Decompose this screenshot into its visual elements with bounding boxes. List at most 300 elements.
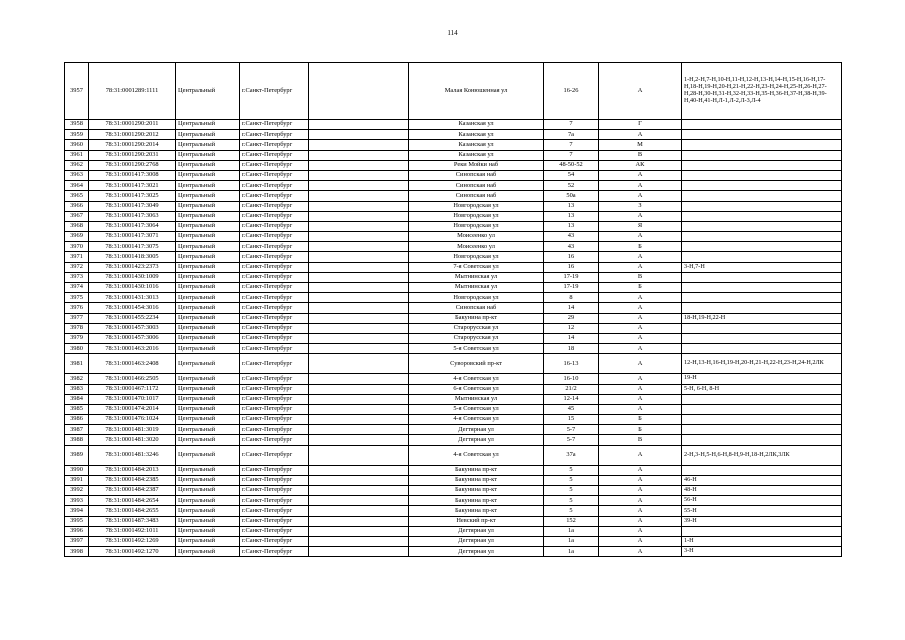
building-letter-cell: А [599, 354, 682, 374]
district-cell: Центральный [176, 130, 240, 140]
table-row [65, 313, 842, 323]
district-cell: Центральный [176, 496, 240, 506]
cadastral-number-cell: 78:31:0001476:1024 [89, 415, 176, 425]
cadastral-number-cell: 78:31:0001290:2012 [89, 130, 176, 140]
building-letter-cell: В [599, 435, 682, 445]
table-row [65, 252, 842, 262]
table-row [65, 201, 842, 211]
house-number-cell: 45 [544, 404, 599, 414]
premises-list-cell: 48-Н [682, 486, 842, 496]
table-row [65, 475, 842, 485]
row-number-cell: 3959 [65, 130, 89, 140]
street-cell: Дегтярная ул [409, 547, 544, 557]
building-letter-cell: А [599, 526, 682, 536]
city-cell: г.Санкт-Петербург [240, 242, 309, 252]
premises-list-cell [682, 160, 842, 170]
building-letter-cell: А [599, 516, 682, 526]
premises-list-cell [682, 252, 842, 262]
premises-list-cell [682, 130, 842, 140]
building-letter-cell: Я [599, 221, 682, 231]
empty-cell [309, 181, 409, 191]
city-cell: г.Санкт-Петербург [240, 130, 309, 140]
empty-cell [309, 394, 409, 404]
table-row [65, 242, 842, 252]
building-letter-cell: АК [599, 160, 682, 170]
empty-cell [309, 283, 409, 293]
table-row [65, 262, 842, 272]
district-cell: Центральный [176, 547, 240, 557]
cadastral-number-cell: 78:31:0001430:1016 [89, 283, 176, 293]
row-number-cell: 3962 [65, 160, 89, 170]
row-number-cell: 3997 [65, 536, 89, 546]
row-number-cell: 3964 [65, 181, 89, 191]
row-number-cell: 3992 [65, 486, 89, 496]
table-row [65, 293, 842, 303]
building-letter-cell: А [599, 374, 682, 384]
empty-cell [309, 333, 409, 343]
building-letter-cell: З [599, 201, 682, 211]
city-cell: г.Санкт-Петербург [240, 496, 309, 506]
city-cell: г.Санкт-Петербург [240, 435, 309, 445]
house-number-cell: 16 [544, 262, 599, 272]
empty-cell [309, 211, 409, 221]
empty-cell [309, 425, 409, 435]
district-cell: Центральный [176, 344, 240, 354]
house-number-cell: 16-13 [544, 354, 599, 374]
district-cell: Центральный [176, 445, 240, 465]
premises-list-cell [682, 415, 842, 425]
district-cell: Центральный [176, 232, 240, 242]
house-number-cell: 1а [544, 536, 599, 546]
street-cell: Мытнинская ул [409, 283, 544, 293]
cadastral-number-cell: 78:31:0001417:3063 [89, 211, 176, 221]
street-cell: 5-я Советская ул [409, 404, 544, 414]
street-cell: Новгородская ул [409, 221, 544, 231]
empty-cell [309, 496, 409, 506]
row-number-cell: 3977 [65, 313, 89, 323]
street-cell: Старорусская ул [409, 333, 544, 343]
row-number-cell: 3998 [65, 547, 89, 557]
empty-cell [309, 262, 409, 272]
empty-cell [309, 63, 409, 120]
city-cell: г.Санкт-Петербург [240, 526, 309, 536]
premises-list-cell: 1-Н,2-Н,7-Н,10-Н,11-Н,12-Н,13-Н,14-Н,15-Н,16-Н,17-Н,18-Н,19-Н,20-Н,21-Н,22-Н,23-Н,24-Н,25-Н,26-Н,27-Н,28-Н,30-Н,31-Н,32-Н,33-Н,35-Н,36-Н,37-Н,38-Н,39-Н,40-Н,41-Н,Л-1,Л-2,Л-3,Л-4 [682, 63, 842, 120]
street-cell: 4-я Советская ул [409, 415, 544, 425]
city-cell: г.Санкт-Петербург [240, 262, 309, 272]
house-number-cell: 29 [544, 313, 599, 323]
table-row [65, 283, 842, 293]
row-number-cell: 3966 [65, 201, 89, 211]
cadastral-number-cell: 78:31:0001417:3008 [89, 170, 176, 180]
row-number-cell: 3967 [65, 211, 89, 221]
house-number-cell: 37а [544, 445, 599, 465]
table-row [65, 211, 842, 221]
row-number-cell: 3957 [65, 63, 89, 120]
street-cell: Моисеенко ул [409, 242, 544, 252]
table-row [65, 404, 842, 414]
row-number-cell: 3961 [65, 150, 89, 160]
premises-list-cell: 5-Н, 6-Н, 8-Н [682, 384, 842, 394]
row-number-cell: 3970 [65, 242, 89, 252]
house-number-cell: 8 [544, 293, 599, 303]
street-cell: Синопская наб [409, 181, 544, 191]
premises-list-cell: 1-Н [682, 536, 842, 546]
premises-list-cell [682, 211, 842, 221]
district-cell: Центральный [176, 516, 240, 526]
empty-cell [309, 120, 409, 130]
house-number-cell: 5 [544, 465, 599, 475]
district-cell: Центральный [176, 293, 240, 303]
row-number-cell: 3976 [65, 303, 89, 313]
building-letter-cell: А [599, 475, 682, 485]
district-cell: Центральный [176, 303, 240, 313]
table-row [65, 506, 842, 516]
street-cell: Бакунина пр-кт [409, 313, 544, 323]
empty-cell [309, 384, 409, 394]
premises-list-cell [682, 394, 842, 404]
row-number-cell: 3960 [65, 140, 89, 150]
building-letter-cell: А [599, 252, 682, 262]
cadastral-number-cell: 78:31:0001466:2505 [89, 374, 176, 384]
district-cell: Центральный [176, 201, 240, 211]
city-cell: г.Санкт-Петербург [240, 445, 309, 465]
building-letter-cell: А [599, 323, 682, 333]
table-row [65, 547, 842, 557]
house-number-cell: 7 [544, 140, 599, 150]
street-cell: Моисеенко ул [409, 232, 544, 242]
cadastral-number-cell: 78:31:0001492:1011 [89, 526, 176, 536]
street-cell: Дегтярная ул [409, 425, 544, 435]
row-number-cell: 3980 [65, 344, 89, 354]
row-number-cell: 3979 [65, 333, 89, 343]
table-row [65, 181, 842, 191]
city-cell: г.Санкт-Петербург [240, 475, 309, 485]
table-row [65, 516, 842, 526]
row-number-cell: 3987 [65, 425, 89, 435]
city-cell: г.Санкт-Петербург [240, 150, 309, 160]
city-cell: г.Санкт-Петербург [240, 404, 309, 414]
cadastral-number-cell: 78:31:0001467:1172 [89, 384, 176, 394]
street-cell: Реки Мойки наб [409, 160, 544, 170]
premises-list-cell [682, 425, 842, 435]
city-cell: г.Санкт-Петербург [240, 181, 309, 191]
district-cell: Центральный [176, 140, 240, 150]
district-cell: Центральный [176, 170, 240, 180]
row-number-cell: 3974 [65, 283, 89, 293]
house-number-cell: 13 [544, 201, 599, 211]
row-number-cell: 3986 [65, 415, 89, 425]
street-cell: Новгородская ул [409, 201, 544, 211]
premises-list-cell [682, 465, 842, 475]
building-letter-cell: А [599, 465, 682, 475]
premises-list-cell [682, 191, 842, 201]
premises-list-cell: 19-Н [682, 374, 842, 384]
table-row [65, 465, 842, 475]
district-cell: Центральный [176, 120, 240, 130]
cadastral-number-cell: 78:31:0001423:2373 [89, 262, 176, 272]
premises-list-cell [682, 435, 842, 445]
city-cell: г.Санкт-Петербург [240, 486, 309, 496]
district-cell: Центральный [176, 272, 240, 282]
cadastral-number-cell: 78:31:0001463:2408 [89, 354, 176, 374]
building-letter-cell: А [599, 130, 682, 140]
cadastral-number-cell: 78:31:0001484:2013 [89, 465, 176, 475]
row-number-cell: 3990 [65, 465, 89, 475]
district-cell: Центральный [176, 394, 240, 404]
cadastral-number-cell: 78:31:0001290:2011 [89, 120, 176, 130]
empty-cell [309, 475, 409, 485]
building-letter-cell: А [599, 333, 682, 343]
house-number-cell: 12 [544, 323, 599, 333]
district-cell: Центральный [176, 242, 240, 252]
cadastral-number-cell: 78:31:0001484:2654 [89, 496, 176, 506]
table-row [65, 63, 842, 120]
house-number-cell: 1а [544, 547, 599, 557]
table-row [65, 435, 842, 445]
cadastral-number-cell: 78:31:0001290:2014 [89, 140, 176, 150]
district-cell: Центральный [176, 150, 240, 160]
district-cell: Центральный [176, 435, 240, 445]
table-row [65, 415, 842, 425]
district-cell: Центральный [176, 283, 240, 293]
house-number-cell: 5-7 [544, 425, 599, 435]
street-cell: Мытнинская ул [409, 394, 544, 404]
cadastral-number-cell: 78:31:0001484:2387 [89, 486, 176, 496]
street-cell: Бакунина пр-кт [409, 465, 544, 475]
cadastral-number-cell: 78:31:0001417:3075 [89, 242, 176, 252]
property-registry-table [64, 62, 842, 557]
street-cell: Казанская ул [409, 150, 544, 160]
premises-list-cell: 3-Н [682, 547, 842, 557]
premises-list-cell [682, 293, 842, 303]
empty-cell [309, 374, 409, 384]
street-cell: Казанская ул [409, 120, 544, 130]
premises-list-cell [682, 333, 842, 343]
house-number-cell: 48-50-52 [544, 160, 599, 170]
premises-list-cell: 46-Н [682, 475, 842, 485]
city-cell: г.Санкт-Петербург [240, 303, 309, 313]
cadastral-number-cell: 78:31:0001492:1270 [89, 547, 176, 557]
district-cell: Центральный [176, 181, 240, 191]
table-body [65, 63, 842, 557]
city-cell: г.Санкт-Петербург [240, 293, 309, 303]
cadastral-number-cell: 78:31:0001481:3019 [89, 425, 176, 435]
street-cell: Бакунина пр-кт [409, 506, 544, 516]
cadastral-number-cell: 78:31:0001417:3064 [89, 221, 176, 231]
cadastral-number-cell: 78:31:0001431:3013 [89, 293, 176, 303]
city-cell: г.Санкт-Петербург [240, 170, 309, 180]
district-cell: Центральный [176, 475, 240, 485]
building-letter-cell: А [599, 181, 682, 191]
city-cell: г.Санкт-Петербург [240, 272, 309, 282]
empty-cell [309, 445, 409, 465]
premises-list-cell [682, 283, 842, 293]
premises-list-cell: 56-Н [682, 496, 842, 506]
row-number-cell: 3971 [65, 252, 89, 262]
city-cell: г.Санкт-Петербург [240, 394, 309, 404]
district-cell: Центральный [176, 221, 240, 231]
empty-cell [309, 506, 409, 516]
house-number-cell: 5 [544, 506, 599, 516]
city-cell: г.Санкт-Петербург [240, 374, 309, 384]
premises-list-cell: 55-Н [682, 506, 842, 516]
row-number-cell: 3963 [65, 170, 89, 180]
house-number-cell: 14 [544, 333, 599, 343]
district-cell: Центральный [176, 191, 240, 201]
cadastral-number-cell: 78:31:0001463:2016 [89, 344, 176, 354]
row-number-cell: 3982 [65, 374, 89, 384]
street-cell: 5-я Советская ул [409, 344, 544, 354]
cadastral-number-cell: 78:31:0001484:2385 [89, 475, 176, 485]
building-letter-cell: А [599, 384, 682, 394]
premises-list-cell [682, 232, 842, 242]
empty-cell [309, 323, 409, 333]
empty-cell [309, 486, 409, 496]
row-number-cell: 3968 [65, 221, 89, 231]
premises-list-cell [682, 242, 842, 252]
building-letter-cell: Г [599, 120, 682, 130]
empty-cell [309, 221, 409, 231]
house-number-cell: 7 [544, 120, 599, 130]
table-row [65, 526, 842, 536]
street-cell: Дегтярная ул [409, 435, 544, 445]
building-letter-cell: А [599, 344, 682, 354]
premises-list-cell [682, 303, 842, 313]
street-cell: Синопская наб [409, 170, 544, 180]
district-cell: Центральный [176, 506, 240, 516]
empty-cell [309, 354, 409, 374]
empty-cell [309, 313, 409, 323]
building-letter-cell: А [599, 445, 682, 465]
city-cell: г.Санкт-Петербург [240, 160, 309, 170]
street-cell: Суворовский пр-кт [409, 354, 544, 374]
premises-list-cell [682, 120, 842, 130]
building-letter-cell: А [599, 313, 682, 323]
street-cell: Синопская наб [409, 191, 544, 201]
house-number-cell: 12-14 [544, 394, 599, 404]
row-number-cell: 3983 [65, 384, 89, 394]
empty-cell [309, 303, 409, 313]
premises-list-cell: 12-Н,13-Н,16-Н,19-Н,20-Н,21-Н,22-Н,23-Н,24-Н,2ЛК [682, 354, 842, 374]
district-cell: Центральный [176, 262, 240, 272]
city-cell: г.Санкт-Петербург [240, 221, 309, 231]
cadastral-number-cell: 78:31:0001290:2768 [89, 160, 176, 170]
building-letter-cell: А [599, 496, 682, 506]
building-letter-cell: А [599, 293, 682, 303]
cadastral-number-cell: 78:31:0001481:3020 [89, 435, 176, 445]
district-cell: Центральный [176, 333, 240, 343]
city-cell: г.Санкт-Петербург [240, 232, 309, 242]
house-number-cell: 1а [544, 526, 599, 536]
district-cell: Центральный [176, 415, 240, 425]
house-number-cell: 21/2 [544, 384, 599, 394]
table-row [65, 191, 842, 201]
row-number-cell: 3975 [65, 293, 89, 303]
row-number-cell: 3996 [65, 526, 89, 536]
street-cell: Дегтярная ул [409, 536, 544, 546]
premises-list-cell [682, 272, 842, 282]
building-letter-cell: Б [599, 242, 682, 252]
district-cell: Центральный [176, 536, 240, 546]
building-letter-cell: А [599, 211, 682, 221]
cadastral-number-cell: 78:31:0001474:2014 [89, 404, 176, 414]
city-cell: г.Санкт-Петербург [240, 354, 309, 374]
premises-list-cell [682, 201, 842, 211]
empty-cell [309, 191, 409, 201]
city-cell: г.Санкт-Петербург [240, 506, 309, 516]
empty-cell [309, 415, 409, 425]
premises-list-cell [682, 323, 842, 333]
empty-cell [309, 232, 409, 242]
table-row [65, 232, 842, 242]
row-number-cell: 3994 [65, 506, 89, 516]
empty-cell [309, 293, 409, 303]
table-row [65, 160, 842, 170]
premises-list-cell: 18-Н,19-Н,22-Н [682, 313, 842, 323]
cadastral-number-cell: 78:31:0001289:1111 [89, 63, 176, 120]
empty-cell [309, 242, 409, 252]
house-number-cell: 7 [544, 150, 599, 160]
district-cell: Центральный [176, 425, 240, 435]
city-cell: г.Санкт-Петербург [240, 191, 309, 201]
empty-cell [309, 140, 409, 150]
table-row [65, 384, 842, 394]
empty-cell [309, 547, 409, 557]
table-row [65, 425, 842, 435]
house-number-cell: 13 [544, 211, 599, 221]
premises-list-cell: 3-Н,7-Н [682, 262, 842, 272]
house-number-cell: 16-10 [544, 374, 599, 384]
cadastral-number-cell: 78:31:0001457:3003 [89, 323, 176, 333]
cadastral-number-cell: 78:31:0001418:3005 [89, 252, 176, 262]
cadastral-number-cell: 78:31:0001487:3483 [89, 516, 176, 526]
building-letter-cell: А [599, 536, 682, 546]
house-number-cell: 5 [544, 496, 599, 506]
cadastral-number-cell: 78:31:0001417:3071 [89, 232, 176, 242]
empty-cell [309, 201, 409, 211]
table-row [65, 150, 842, 160]
building-letter-cell: М [599, 140, 682, 150]
cadastral-number-cell: 78:31:0001417:3049 [89, 201, 176, 211]
street-cell: Бакунина пр-кт [409, 486, 544, 496]
street-cell: Новгородская ул [409, 252, 544, 262]
empty-cell [309, 170, 409, 180]
row-number-cell: 3989 [65, 445, 89, 465]
table-row [65, 140, 842, 150]
premises-list-cell [682, 170, 842, 180]
building-letter-cell: А [599, 394, 682, 404]
empty-cell [309, 404, 409, 414]
street-cell: Казанская ул [409, 140, 544, 150]
cadastral-number-cell: 78:31:0001430:1009 [89, 272, 176, 282]
cadastral-number-cell: 78:31:0001455:2234 [89, 313, 176, 323]
city-cell: г.Санкт-Петербург [240, 344, 309, 354]
city-cell: г.Санкт-Петербург [240, 333, 309, 343]
empty-cell [309, 130, 409, 140]
table-row [65, 333, 842, 343]
building-letter-cell: А [599, 506, 682, 516]
building-letter-cell: А [599, 170, 682, 180]
row-number-cell: 3958 [65, 120, 89, 130]
row-number-cell: 3993 [65, 496, 89, 506]
house-number-cell: 152 [544, 516, 599, 526]
street-cell: Мытнинская ул [409, 272, 544, 282]
house-number-cell: 16-26 [544, 63, 599, 120]
row-number-cell: 3973 [65, 272, 89, 282]
house-number-cell: 5 [544, 486, 599, 496]
house-number-cell: 50а [544, 191, 599, 201]
premises-list-cell [682, 526, 842, 536]
